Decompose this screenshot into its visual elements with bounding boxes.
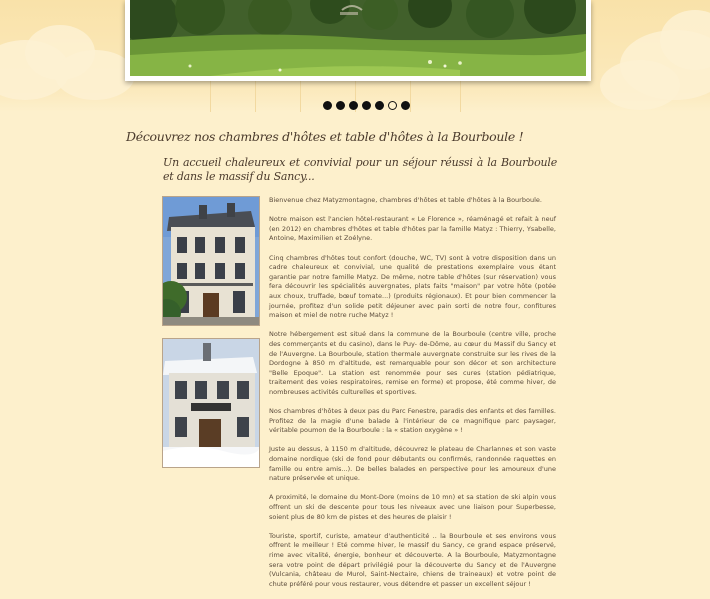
slider-dot-4[interactable] (362, 101, 371, 110)
paragraph-welcome: Bienvenue chez Matyzmontagne, chambres d'hôtes et table d'hôtes à la Bourboule. (269, 196, 542, 204)
slider-dot-3[interactable] (349, 101, 358, 110)
page-title: Découvrez nos chambres d'hôtes et table d'hôtes à la Bourboule ! (126, 129, 524, 144)
slider-dot-5[interactable] (375, 101, 384, 110)
paragraph-rooms: Cinq chambres d'hôtes tout confort (douche, WC, TV) sont à votre disposition dans un cadre chaleureux et convivial, une qualité de prestations exemplaire vous étant garantie par notre famille Matyz. De même, notre table d'hôtes (sur réservation) vous fera découvrir les spécialités auvergnates, plats faits "maison" par votre hôte (potée aux choux, truffade, bœuf tomate...) (produits régionaux). Et pour bien commencer la journée, profitez d'un solide petit déjeuner avec pain sorti de notre four, confitures maison et miel de notre ruche Matyz ! (269, 253, 556, 320)
paragraph-sancy: Touriste, sportif, curiste, amateur d'authenticité .. la Bourboule et ses environs vous offrent le meilleur ! Eté comme hiver, le massif du Sancy, ce grand espace préservé, rime avec vitalité, énergie, bonheur et découverte. A la Bourboule, Matyzmontagne sera votre point de départ privilégié pour la découverte du Sancy et de l'Auvergne (Vulcania, château de Murol, Saint-Nectaire, chiens de traineaux) et votre point de chute préféré pour vous restaurer, vous détendre et passer un excellent séjour ! (269, 531, 556, 588)
hotel-facade-winter-photo (162, 338, 260, 468)
mountain-meadow-photo (130, 0, 586, 76)
slider-dot-1[interactable] (323, 101, 332, 110)
page-subtitle: Un accueil chaleureux et convivial pour un séjour réussi à la Bourboule et dans le massif du Sancy... (163, 156, 557, 183)
paragraph-history: Notre maison est l'ancien hôtel-restaurant « Le Florence », réaménagé et refait à neuf (en 2012) en chambres d'hôtes et table d'hôtes par la famille Matyz : Thierry, Ysabelle, Antoine, Maximilien et Zoélyne. (269, 215, 556, 243)
image-slider[interactable] (125, 0, 591, 81)
slider-pagination (323, 101, 410, 111)
paragraph-park: Nos chambres d'hôtes à deux pas du Parc Fenestre, paradis des enfants et des familles. Profitez de la magie d'une balade à l'intérieur de ce magnifique parc paysager, véritable poumon de la Bourboule : la « station oxygène » ! (269, 407, 556, 435)
hotel-facade-summer-photo (162, 196, 260, 326)
paragraph-mont-dore: A proximité, le domaine du Mont-Dore (moins de 10 mn) et sa station de ski alpin vous offrent un ski de descente pour tous les niveaux avec une liaison pour Superbesse, soient plus de 80 km de pistes et des heures de plaisir ! (269, 493, 556, 521)
slider-dot-7[interactable] (401, 101, 410, 110)
paragraph-location: Notre hébergement est situé dans la commune de la Bourboule (centre ville, proche des commerçants et du casino), dans le Puy- de-Dôme, au cœur du Massif du Sancy et de l'Auvergne. La Bourboule, station thermale auvergnate construite sur les rives de la Dordogne à 850 m d'altitude, est remarquable pour son décor et son architecture "Belle Epoque". La station est renommée pour ses cures (station pédiatrique, traitement des voies respiratoires, remise en forme) et propose, été comme hiver, de nombreuses activités culturelles et sportives. (269, 330, 556, 396)
slider-dot-2[interactable] (336, 101, 345, 110)
intro-text (269, 196, 556, 599)
paragraph-charlannes: Juste au dessus, à 1150 m d'altitude, découvrez le plateau de Charlannes et son vaste domaine nordique (ski de fond pour débutants ou confirmés, randonnée raquettes en famille ou entre amis...). De belles balades en perspective pour les amoureux d'une nature préservée et unique. (269, 445, 556, 483)
slider-dot-6-active[interactable] (388, 101, 397, 110)
slide-image (130, 0, 586, 76)
